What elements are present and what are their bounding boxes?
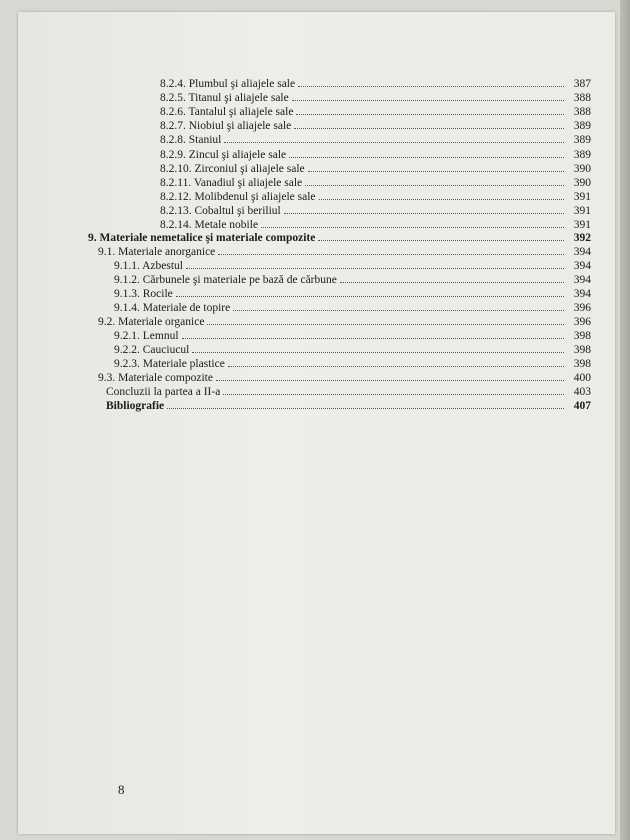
toc-entry bbox=[88, 230, 591, 244]
toc-entry-title: 8.2.11. Vanadiul şi aliajele sale bbox=[160, 177, 303, 189]
toc-leader-dots bbox=[289, 157, 564, 158]
toc-entry bbox=[98, 370, 591, 384]
toc-entry-page: 392 bbox=[573, 232, 591, 244]
toc-entry-page: 389 bbox=[573, 134, 591, 146]
toc-entry-title: 9.1.1. Azbestul bbox=[114, 260, 183, 272]
toc-entry-page: 389 bbox=[573, 149, 591, 161]
toc-leader-dots bbox=[167, 408, 564, 409]
toc-leader-dots bbox=[284, 213, 564, 214]
toc-entry-page: 390 bbox=[573, 177, 591, 189]
toc-entry bbox=[160, 104, 591, 118]
toc-entry-title: 9. Materiale nemetalice şi materiale compozite bbox=[88, 232, 316, 244]
toc-entry bbox=[160, 118, 591, 132]
toc-entry-title: 8.2.13. Cobaltul şi beriliul bbox=[160, 205, 281, 217]
toc-leader-dots bbox=[224, 142, 564, 143]
toc-entry-title: 8.2.5. Titanul şi aliajele sale bbox=[160, 92, 289, 104]
toc-entry bbox=[98, 244, 591, 258]
toc-leader-dots bbox=[319, 199, 564, 200]
toc-leader-dots bbox=[228, 366, 564, 367]
toc-entry-title: 9.2.1. Lemnul bbox=[114, 330, 179, 342]
toc-entry-page: 398 bbox=[573, 358, 591, 370]
toc-entry-title: 8.2.7. Niobiul şi aliajele sale bbox=[160, 120, 292, 132]
book-page bbox=[18, 12, 615, 834]
toc-entry bbox=[160, 189, 591, 203]
toc-leader-dots bbox=[176, 296, 564, 297]
toc-entry bbox=[160, 147, 591, 161]
toc-entry bbox=[114, 342, 591, 356]
toc-entry-title: 8.2.14. Metale nobile bbox=[160, 219, 259, 231]
toc-entry-page: 398 bbox=[573, 330, 591, 342]
toc-entry bbox=[160, 175, 591, 189]
toc-entry-page: 394 bbox=[573, 274, 591, 286]
toc-leader-dots bbox=[305, 185, 564, 186]
toc-entry-title: 9.1. Materiale anorganice bbox=[98, 246, 216, 258]
toc-entry-title: 9.2. Materiale organice bbox=[98, 316, 205, 328]
toc-leader-dots bbox=[318, 240, 564, 241]
toc-leader-dots bbox=[207, 324, 564, 325]
toc-entry-page: 403 bbox=[573, 386, 591, 398]
toc-entry-title: 8.2.12. Molibdenul şi aliajele sale bbox=[160, 191, 316, 203]
toc-entry-page: 396 bbox=[573, 302, 591, 314]
toc-entry bbox=[114, 356, 591, 370]
toc-entry-title: 8.2.6. Tantalul şi aliajele sale bbox=[160, 106, 294, 118]
toc-leader-dots bbox=[308, 171, 564, 172]
toc-entry-title: 9.1.2. Cărbunele şi materiale pe bază de cărbune bbox=[114, 274, 337, 286]
toc-entry bbox=[160, 90, 591, 104]
toc-entry-page: 389 bbox=[573, 120, 591, 132]
toc-entry-page: 407 bbox=[573, 400, 591, 412]
toc-entry bbox=[114, 258, 591, 272]
toc-entry-page: 394 bbox=[573, 288, 591, 300]
toc-entry bbox=[160, 217, 591, 231]
toc-entry bbox=[106, 384, 591, 398]
toc-entry bbox=[114, 328, 591, 342]
toc-entry-page: 400 bbox=[573, 372, 591, 384]
toc-entry-title: 8.2.4. Plumbul şi aliajele sale bbox=[160, 78, 296, 90]
toc-entry-title: Bibliografie bbox=[106, 400, 165, 412]
toc-entry-title: 8.2.8. Staniul bbox=[160, 134, 222, 146]
toc-entry-page: 390 bbox=[573, 163, 591, 175]
toc-entry-page: 396 bbox=[573, 316, 591, 328]
toc-entry-page: 388 bbox=[573, 92, 591, 104]
toc-entry-page: 387 bbox=[573, 78, 591, 90]
toc-entry-title: 8.2.9. Zincul şi aliajele sale bbox=[160, 149, 287, 161]
toc-leader-dots bbox=[223, 394, 564, 395]
toc-entry-page: 394 bbox=[573, 260, 591, 272]
toc-entry-title: 9.1.4. Materiale de topire bbox=[114, 302, 231, 314]
page-number: 8 bbox=[118, 782, 125, 797]
toc-leader-dots bbox=[182, 338, 564, 339]
toc-entry bbox=[114, 300, 591, 314]
toc-leader-dots bbox=[216, 380, 564, 381]
toc-entry bbox=[98, 314, 591, 328]
toc-entry-page: 394 bbox=[573, 246, 591, 258]
toc-leader-dots bbox=[218, 254, 564, 255]
toc-entry-title: 9.2.3. Materiale plastice bbox=[114, 358, 225, 370]
toc-entry bbox=[114, 272, 591, 286]
toc-entry bbox=[160, 132, 591, 146]
toc-entry-title: 8.2.10. Zirconiul şi aliajele sale bbox=[160, 163, 305, 175]
book-spine-shadow bbox=[620, 0, 630, 840]
toc-entry bbox=[160, 161, 591, 175]
toc-leader-dots bbox=[292, 100, 564, 101]
toc-leader-dots bbox=[192, 352, 564, 353]
toc-entry bbox=[114, 286, 591, 300]
toc-entry-page: 391 bbox=[573, 191, 591, 203]
toc-entry-page: 391 bbox=[573, 219, 591, 231]
toc-entry-page: 388 bbox=[573, 106, 591, 118]
toc-entry-page: 398 bbox=[573, 344, 591, 356]
toc-leader-dots bbox=[261, 227, 564, 228]
toc-entry-title: 9.2.2. Cauciucul bbox=[114, 344, 190, 356]
toc-leader-dots bbox=[294, 128, 564, 129]
toc-leader-dots bbox=[186, 268, 564, 269]
toc-entry-title: Concluzii la partea a II-a bbox=[106, 386, 221, 398]
toc-entry bbox=[106, 398, 591, 412]
toc-leader-dots bbox=[296, 114, 564, 115]
toc-entry-page: 391 bbox=[573, 205, 591, 217]
toc-leader-dots bbox=[233, 310, 564, 311]
toc-leader-dots bbox=[340, 282, 564, 283]
toc-entry bbox=[160, 203, 591, 217]
toc-leader-dots bbox=[298, 86, 564, 87]
toc-entry-title: 9.1.3. Rocile bbox=[114, 288, 173, 300]
toc-entry-title: 9.3. Materiale compozite bbox=[98, 372, 213, 384]
toc-entry bbox=[160, 76, 591, 90]
